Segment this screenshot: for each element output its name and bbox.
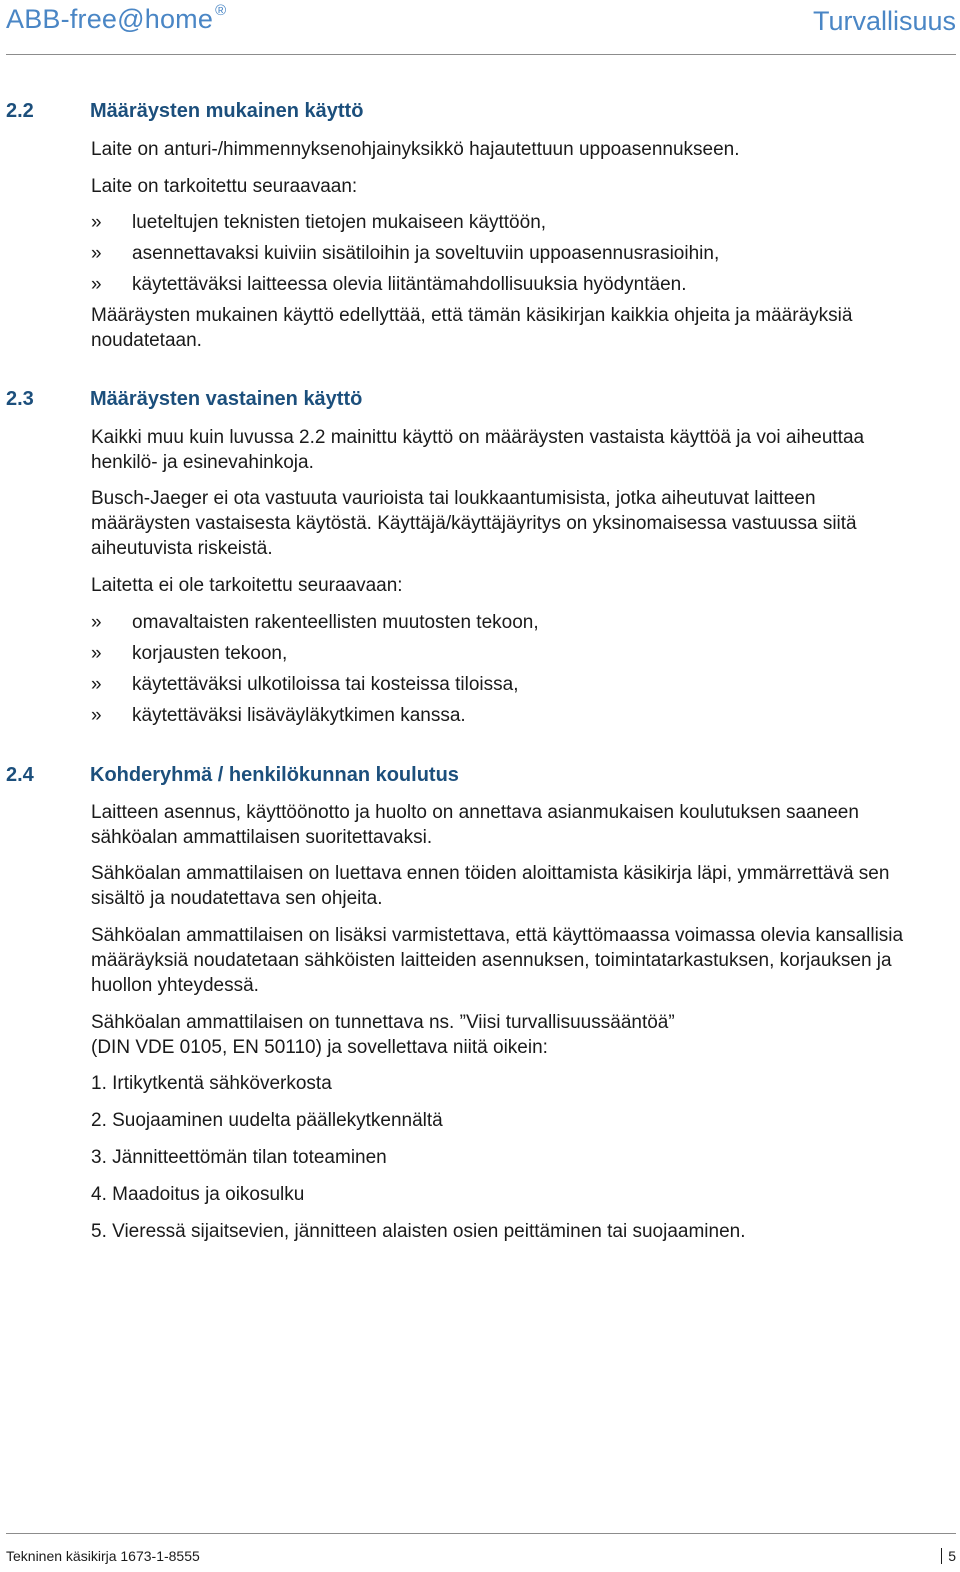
heading-2-2 [6,100,363,123]
brand-title: ABB-free@home ® [6,2,227,34]
rule-item: 4. Maadoitus ja oikosulku [91,1184,305,1205]
paragraph: Busch-Jaeger ei ota vastuuta vaurioista tai loukkaantumisista, jotka aiheutuvat laitteen määräysten vastaisesta käytöstä. Käyttäjä/käyttäjäyritys on yksinomaisessa vastuussa siitä aiheutuvista riskeistä. [91,488,857,559]
heading-number: 2.2 [6,100,34,122]
rule-item: 5. Vieressä sijaitsevien, jännitteen alaisten osien peittäminen tai suojaaminen. [91,1221,746,1242]
heading-text: Kohderyhmä / henkilökunnan koulutus [90,764,459,786]
paragraph: (DIN VDE 0105, EN 50110) ja sovellettava niitä oikein: [91,1037,548,1058]
paragraph: Laite on anturi-/himmennyksenohjainyksikkö hajautettuun uppoasennukseen. [91,139,740,160]
bullet-icon: » [91,705,102,726]
page-header [6,0,956,55]
paragraph: Sähköalan ammattilaisen on tunnettava ns. ”Viisi turvallisuussääntöä” [91,1012,675,1033]
heading-number: 2.4 [6,764,34,786]
heading-text: Määräysten vastainen käyttö [90,388,363,410]
paragraph: Määräysten mukainen käyttö edellyttää, että tämän käsikirjan kaikkia ohjeita ja määräyksiä noudatetaan. [91,305,853,351]
rule-item: 3. Jännitteettömän tilan toteaminen [91,1147,387,1168]
heading-text: Määräysten mukainen käyttö [90,100,364,122]
bullet-icon: » [91,612,102,633]
paragraph: Sähköalan ammattilaisen on lisäksi varmistettava, että käyttömaassa voimassa olevia kansallisia määräyksiä noudatetaan sähköisten laitteiden asennuksen, toimintatarkastuksen, korjauksen ja huollon yhteydessä. [91,925,904,996]
bullet-icon: » [91,243,102,264]
bullet-icon: » [91,674,102,695]
bullet-icon: » [91,274,102,295]
paragraph: Laitteen asennus, käyttöönotto ja huolto on annettava asianmukaisen koulutuksen saaneen sähköalan ammattilaisen suoritettavaksi. [91,802,859,848]
rule-item: 2. Suojaaminen uudelta päällekytkennältä [91,1110,443,1131]
footer-document-title: Tekninen käsikirja 1673-1-8555 [6,1548,200,1564]
bullet-icon: » [91,212,102,233]
rule-item: 1. Irtikytkentä sähköverkosta [91,1073,332,1094]
paragraph: Sähköalan ammattilaisen on luettava ennen töiden aloittamista käsikirja läpi, ymmärrettävä sen sisältö ja noudatettava sen ohjeita. [91,863,890,909]
paragraph: Laitetta ei ole tarkoitettu seuraavaan: [91,575,403,596]
heading-2-4 [6,764,459,787]
registered-mark: ® [215,2,227,19]
page-number: 5 [941,1548,956,1564]
bullet-icon: » [91,643,102,664]
page-footer [6,1533,956,1572]
paragraph: Laite on tarkoitettu seuraavaan: [91,176,358,197]
section-title: Turvallisuus [812,6,956,36]
heading-number: 2.3 [6,388,34,410]
paragraph: Kaikki muu kuin luvussa 2.2 mainittu käyttö on määräysten vastaista käyttöä ja voi aiheuttaa henkilö- ja esinevahinkoja. [91,427,865,473]
heading-2-3 [6,388,362,411]
